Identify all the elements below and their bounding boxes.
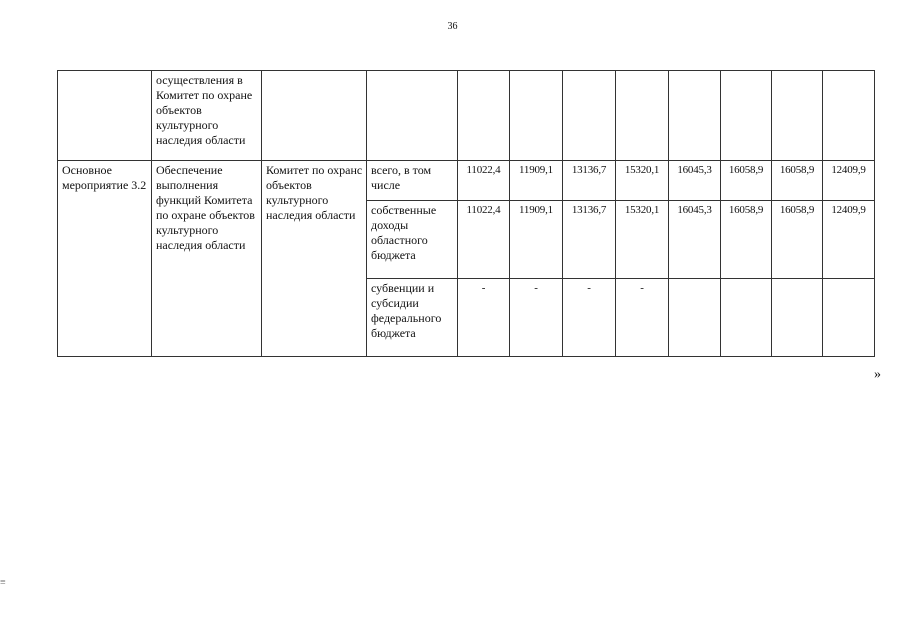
- value-cell: 11022,4: [458, 201, 510, 279]
- source-name-cell: собственные доходы областного бюджета: [367, 201, 458, 279]
- description-cell: осуществления в Комитет по охране объектов культурного наследия области: [152, 71, 262, 161]
- value-cell: 11909,1: [510, 201, 563, 279]
- margin-mark: ≡: [0, 577, 6, 588]
- value-cell: 16058,9: [772, 201, 823, 279]
- source-cell: [367, 71, 458, 161]
- closing-quote: »: [874, 367, 881, 382]
- value-cell: 13136,7: [563, 201, 616, 279]
- source-name-cell: субвенции и субсидии федерального бюджета: [367, 279, 458, 357]
- value-cell: 11909,1: [510, 161, 563, 201]
- value-cell: 15320,1: [616, 161, 669, 201]
- value-cell: [721, 279, 772, 357]
- value-cell: [669, 279, 721, 357]
- row-label-cell: [58, 71, 152, 161]
- event-executor-cell: Комитет по охранс объектов культурного наследия области: [262, 161, 367, 357]
- value-cell: 12409,9: [823, 201, 875, 279]
- value-cell: -: [616, 279, 669, 357]
- program-table: [57, 70, 875, 357]
- value-cell: [772, 279, 823, 357]
- value-cell: 16058,9: [721, 161, 772, 201]
- value-cell: 12409,9: [823, 161, 875, 201]
- value-cell: 15320,1: [616, 201, 669, 279]
- event-description-cell: Обеспечение выполнения функций Комитета по охране объектов культурного наследия области: [152, 161, 262, 357]
- value-cell: 16045,3: [669, 201, 721, 279]
- value-cell: -: [458, 279, 510, 357]
- executor-cell: [262, 71, 367, 161]
- value-cell: 16058,9: [721, 201, 772, 279]
- table-row: [58, 71, 875, 161]
- source-name-cell: всего, в том числе: [367, 161, 458, 201]
- event-label-cell: Основное мероприятие 3.2: [58, 161, 152, 357]
- value-cell: [823, 279, 875, 357]
- value-cell: -: [510, 279, 563, 357]
- value-cell: 16058,9: [772, 161, 823, 201]
- value-cell: -: [563, 279, 616, 357]
- value-cell: 11022,4: [458, 161, 510, 201]
- value-cell: 13136,7: [563, 161, 616, 201]
- value-cell: 16045,3: [669, 161, 721, 201]
- table-row: [58, 161, 875, 201]
- page-number: 36: [447, 21, 458, 32]
